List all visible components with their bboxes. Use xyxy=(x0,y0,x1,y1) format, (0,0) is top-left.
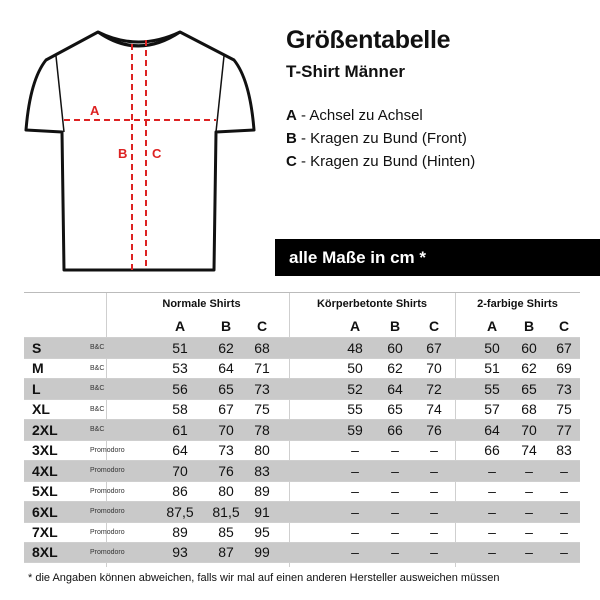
table-row xyxy=(24,481,580,502)
measurement-cell: 67 xyxy=(556,339,572,356)
table-body xyxy=(24,337,580,563)
measurement-cell: 87 xyxy=(218,544,234,561)
measurement-cell: – xyxy=(525,462,533,479)
measurement-cell: – xyxy=(391,503,399,520)
size-label: 5XL xyxy=(32,483,58,500)
measurement-cell: – xyxy=(488,544,496,561)
measurement-cell: – xyxy=(391,483,399,500)
measurement-cell: 66 xyxy=(387,421,403,438)
measurement-cell: 57 xyxy=(484,401,500,418)
size-label: 2XL xyxy=(32,421,58,438)
size-label: L xyxy=(32,380,41,397)
measurement-cell: – xyxy=(430,483,438,500)
legend-item xyxy=(286,150,475,173)
measurement-cell: – xyxy=(560,544,568,561)
measurement-cell: 64 xyxy=(484,421,500,438)
measurement-cell: 70 xyxy=(426,360,442,377)
measurement-cell: – xyxy=(488,524,496,541)
measurement-cell: 75 xyxy=(254,401,270,418)
measurement-cell: 83 xyxy=(556,442,572,459)
brand-label: Promodoro xyxy=(90,446,125,454)
column-header: B xyxy=(523,318,535,334)
measure-label-a: A xyxy=(90,103,100,118)
measurement-cell: 70 xyxy=(218,421,234,438)
measurement-cell: 83 xyxy=(254,462,270,479)
brand-label: B&C xyxy=(90,364,105,372)
measurement-cell: 62 xyxy=(387,360,403,377)
group-header: Körperbetonte Shirts xyxy=(316,298,427,310)
measurement-cell: 74 xyxy=(521,442,537,459)
measurement-cell: 89 xyxy=(254,483,270,500)
legend-item xyxy=(286,104,475,127)
legend-key: A xyxy=(286,107,297,124)
column-header: A xyxy=(349,318,361,334)
brand-label: Promodoro xyxy=(90,487,125,495)
column-header: C xyxy=(256,318,268,334)
measurement-cell: 66 xyxy=(484,442,500,459)
measurement-cell: 64 xyxy=(218,360,234,377)
measurement-cell: 68 xyxy=(521,401,537,418)
measurement-cell: 65 xyxy=(387,401,403,418)
measurement-cell: 52 xyxy=(347,380,363,397)
table-row xyxy=(24,399,580,420)
column-header: C xyxy=(558,318,570,334)
legend-key: B xyxy=(286,130,297,147)
measurement-cell: – xyxy=(525,503,533,520)
measurement-cell: – xyxy=(430,503,438,520)
measurement-cell: 62 xyxy=(218,339,234,356)
measurement-cell: 78 xyxy=(254,421,270,438)
table-row xyxy=(24,440,580,461)
table-row xyxy=(24,501,580,522)
measurement-cell: 74 xyxy=(426,401,442,418)
units-banner: alle Maße in cm * xyxy=(275,239,600,276)
size-table xyxy=(24,292,580,563)
measurement-cell: 76 xyxy=(218,462,234,479)
measurement-cell: 59 xyxy=(347,421,363,438)
measurement-cell: – xyxy=(430,524,438,541)
measurement-cell: 62 xyxy=(521,360,537,377)
measurement-cell: – xyxy=(351,503,359,520)
measure-label-b: B xyxy=(118,146,128,161)
measurement-cell: 67 xyxy=(218,401,234,418)
table-group-header xyxy=(24,292,580,315)
size-label: 6XL xyxy=(32,503,58,520)
measurement-cell: 76 xyxy=(426,421,442,438)
tshirt-outline xyxy=(26,32,254,270)
measurement-cell: – xyxy=(391,442,399,459)
table-row xyxy=(24,542,580,563)
table-column-header xyxy=(24,315,580,337)
group-header: 2-farbige Shirts xyxy=(477,298,558,310)
table-row xyxy=(24,460,580,481)
brand-label: Promodoro xyxy=(90,467,125,475)
measurement-cell: 89 xyxy=(172,524,188,541)
measurement-cell: – xyxy=(525,483,533,500)
measurement-cell: 93 xyxy=(172,544,188,561)
brand-label: B&C xyxy=(90,426,105,434)
size-label: 3XL xyxy=(32,442,58,459)
size-label: 7XL xyxy=(32,524,58,541)
measurement-cell: 75 xyxy=(556,401,572,418)
column-header: C xyxy=(428,318,440,334)
measurement-cell: 77 xyxy=(556,421,572,438)
measurement-cell: – xyxy=(525,524,533,541)
legend-text: - Achsel zu Achsel xyxy=(296,107,423,124)
measurement-cell: 51 xyxy=(172,339,188,356)
column-header: A xyxy=(174,318,186,334)
measurement-cell: – xyxy=(430,544,438,561)
page-subtitle: T-Shirt Männer xyxy=(286,62,406,81)
table-row xyxy=(24,337,580,358)
measurement-cell: 55 xyxy=(347,401,363,418)
measurement-cell: – xyxy=(488,462,496,479)
page-title: Größentabelle xyxy=(286,26,451,54)
tshirt-illustration xyxy=(20,20,260,290)
legend-key: C xyxy=(286,153,297,170)
measurement-cell: 73 xyxy=(218,442,234,459)
table-row xyxy=(24,522,580,543)
measurement-cell: 64 xyxy=(387,380,403,397)
measurement-cell: – xyxy=(430,462,438,479)
brand-label: B&C xyxy=(90,344,105,352)
brand-label: Promodoro xyxy=(90,508,125,516)
measure-label-c: C xyxy=(152,146,162,161)
measurement-cell: – xyxy=(560,483,568,500)
measurement-cell: – xyxy=(525,544,533,561)
measurement-cell: – xyxy=(560,503,568,520)
measurement-cell: 58 xyxy=(172,401,188,418)
measure-legend xyxy=(286,104,475,173)
legend-item xyxy=(286,127,475,150)
measurement-cell: 55 xyxy=(484,380,500,397)
legend-text: - Kragen zu Bund (Front) xyxy=(296,130,467,147)
measurement-cell: – xyxy=(351,442,359,459)
column-header: A xyxy=(486,318,498,334)
measurement-cell: 80 xyxy=(254,442,270,459)
measurement-cell: 70 xyxy=(172,462,188,479)
column-header: B xyxy=(389,318,401,334)
measurement-cell: 51 xyxy=(484,360,500,377)
measurement-cell: 86 xyxy=(172,483,188,500)
measurement-cell: 85 xyxy=(218,524,234,541)
measurement-cell: 65 xyxy=(218,380,234,397)
measurement-cell: 95 xyxy=(254,524,270,541)
measurement-cell: 73 xyxy=(254,380,270,397)
measurement-cell: 50 xyxy=(347,360,363,377)
footnote: * die Angaben können abweichen, falls wir mal auf einen anderen Hersteller ausweichen müssen xyxy=(28,572,500,584)
measurement-cell: – xyxy=(351,524,359,541)
table-row xyxy=(24,358,580,379)
measurement-cell: – xyxy=(391,544,399,561)
measurement-cell: – xyxy=(430,442,438,459)
measurement-cell: – xyxy=(560,462,568,479)
measurement-cell: – xyxy=(488,483,496,500)
size-label: XL xyxy=(32,401,50,418)
measurement-cell: 56 xyxy=(172,380,188,397)
measurement-cell: 73 xyxy=(556,380,572,397)
measurement-cell: 65 xyxy=(521,380,537,397)
measurement-cell: 48 xyxy=(347,339,363,356)
measurement-cell: 60 xyxy=(387,339,403,356)
size-label: 8XL xyxy=(32,544,58,561)
measurement-cell: 61 xyxy=(172,421,188,438)
measurement-cell: – xyxy=(488,503,496,520)
measurement-cell: – xyxy=(351,544,359,561)
group-header: Normale Shirts xyxy=(162,298,241,310)
size-label: 4XL xyxy=(32,462,58,479)
measurement-cell: 99 xyxy=(254,544,270,561)
measurement-cell: – xyxy=(351,462,359,479)
measurement-cell: 91 xyxy=(254,503,270,520)
measurement-cell: 69 xyxy=(556,360,572,377)
measurement-cell: – xyxy=(391,524,399,541)
measurement-cell: 64 xyxy=(172,442,188,459)
measurement-cell: 53 xyxy=(172,360,188,377)
measurement-cell: 70 xyxy=(521,421,537,438)
measurement-cell: 72 xyxy=(426,380,442,397)
measurement-cell: 87,5 xyxy=(166,503,194,520)
table-row xyxy=(24,378,580,399)
legend-text: - Kragen zu Bund (Hinten) xyxy=(296,153,476,170)
column-header: B xyxy=(220,318,232,334)
measurement-cell: 60 xyxy=(521,339,537,356)
measurement-cell: 81,5 xyxy=(212,503,240,520)
measurement-cell: 67 xyxy=(426,339,442,356)
size-label: S xyxy=(32,339,42,356)
table-row xyxy=(24,419,580,440)
brand-label: Promodoro xyxy=(90,528,125,536)
measurement-cell: 50 xyxy=(484,339,500,356)
size-label: M xyxy=(32,360,44,377)
brand-label: B&C xyxy=(90,405,105,413)
measurement-cell: 71 xyxy=(254,360,270,377)
measurement-cell: 68 xyxy=(254,339,270,356)
brand-label: B&C xyxy=(90,385,105,393)
measurement-cell: – xyxy=(351,483,359,500)
measurement-cell: 80 xyxy=(218,483,234,500)
brand-label: Promodoro xyxy=(90,548,125,556)
measurement-cell: – xyxy=(560,524,568,541)
measurement-cell: – xyxy=(391,462,399,479)
